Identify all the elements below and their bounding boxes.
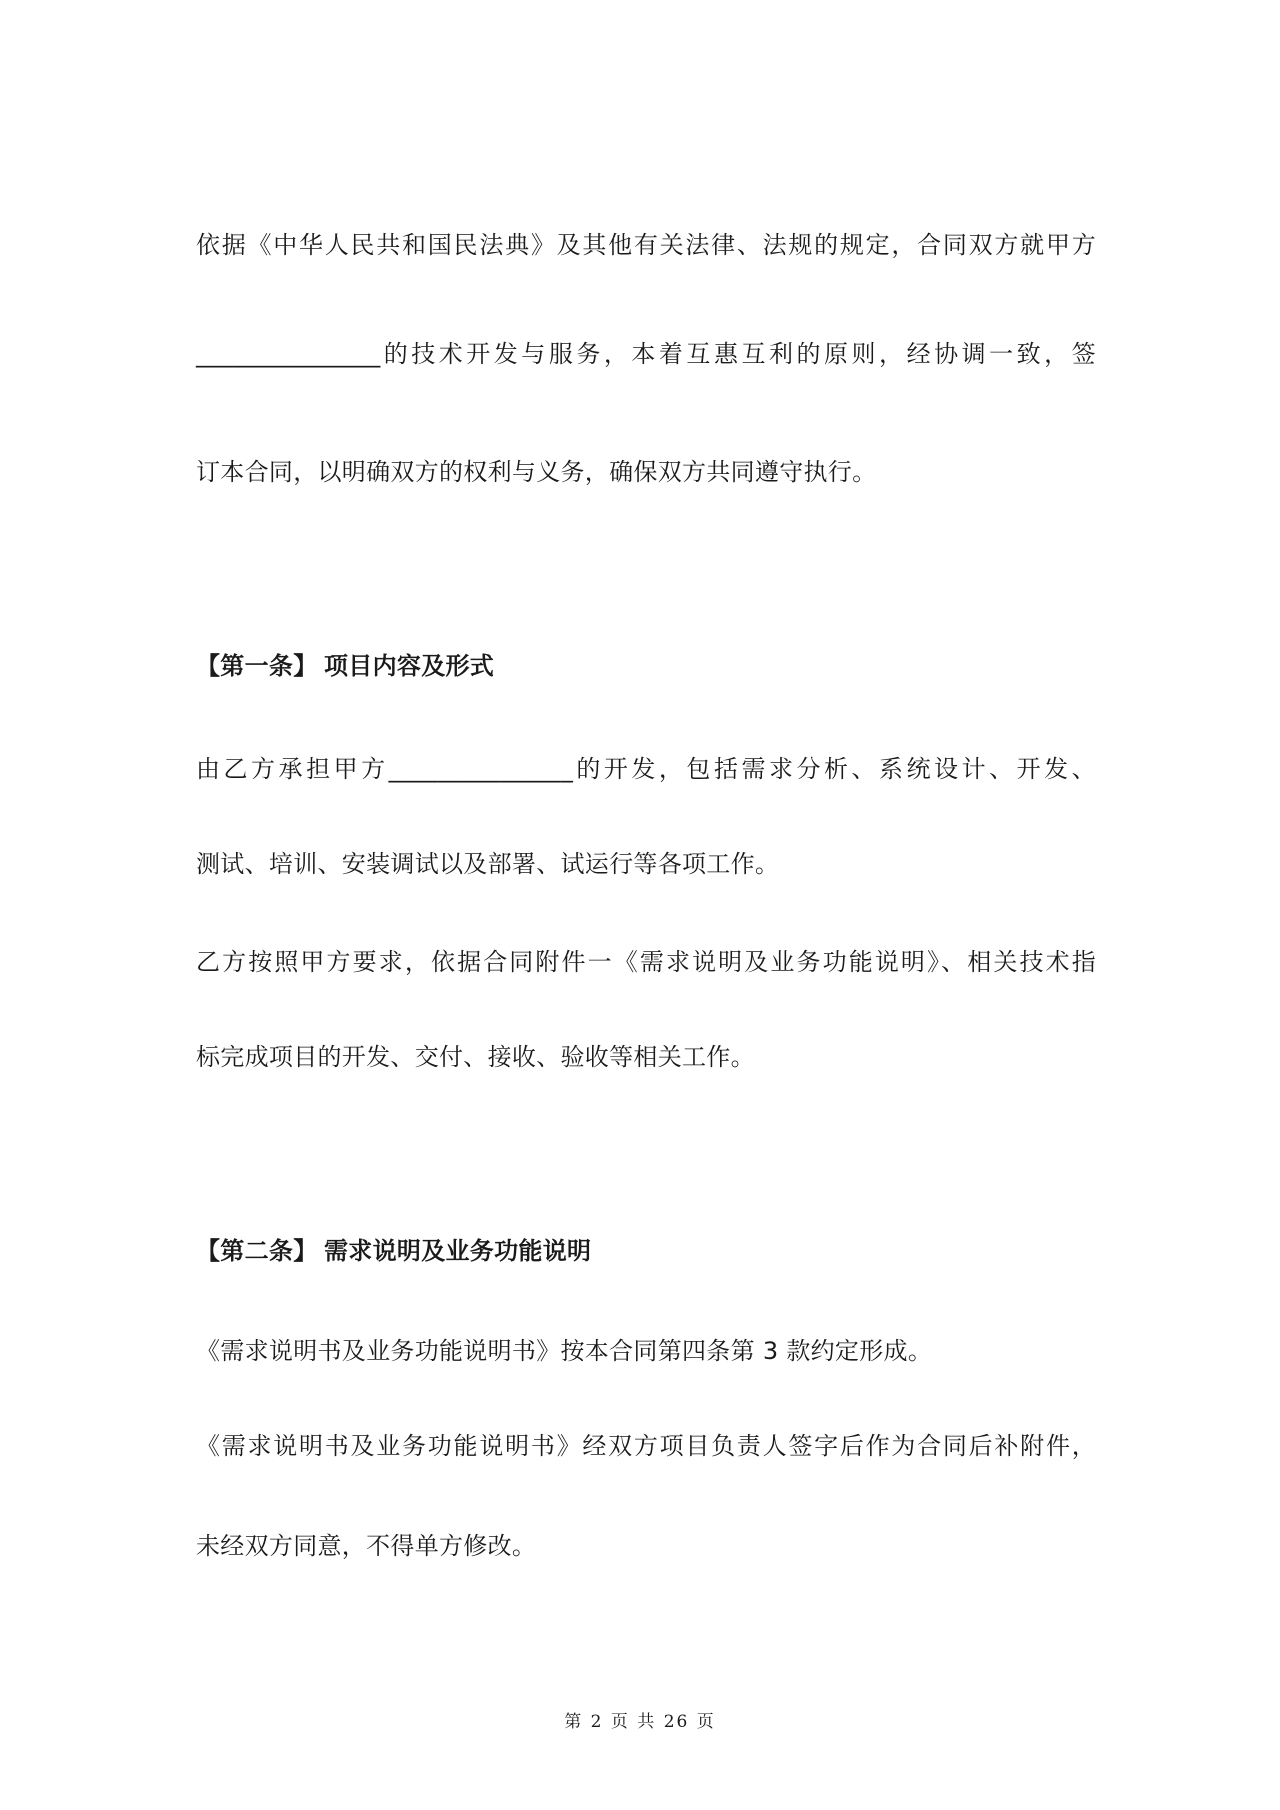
article-2-heading: [196, 1235, 1096, 1267]
article-1-line-4: 标完成项目的开发、交付、接收、验收等相关工作。: [196, 1043, 755, 1071]
article-2-title: 需求说明及业务功能说明: [324, 1237, 592, 1265]
article-2-label: 【第二条】: [196, 1237, 318, 1265]
intro-line-3: 订本合同，以明确双方的权利与义务，确保双方共同遵守执行。: [196, 458, 877, 486]
article-2-line-2: 《需求说明书及业务功能说明书》经双方项目负责人签字后作为合同后补附件，: [196, 1432, 1096, 1460]
page-number-footer: 第 2 页 共 26 页: [564, 1712, 716, 1732]
article-1-line-2: 测试、培训、安装调试以及部署、试运行等各项工作。: [196, 850, 780, 878]
article-1-line-1: 由乙方承担甲方_______________的开发，包括需求分析、系统设计、开发、: [196, 755, 1096, 783]
article-1-label: 【第一条】: [196, 652, 318, 680]
intro-line-2: _______________的技术开发与服务，本着互惠互利的原则，经协调一致，签: [196, 340, 1096, 368]
article-2-line-1: 《需求说明书及业务功能说明书》按本合同第四条第 3 款约定形成。: [196, 1337, 933, 1365]
article-1-title: 项目内容及形式: [324, 652, 495, 680]
article-2-line-3: 未经双方同意，不得单方修改。: [196, 1532, 537, 1560]
article-1-line-3: 乙方按照甲方要求，依据合同附件一《需求说明及业务功能说明》、相关技术指: [196, 948, 1096, 976]
article-1-heading: [196, 650, 1096, 682]
intro-line-1: 依据《中华人民共和国民法典》及其他有关法律、法规的规定，合同双方就甲方: [196, 231, 1096, 259]
